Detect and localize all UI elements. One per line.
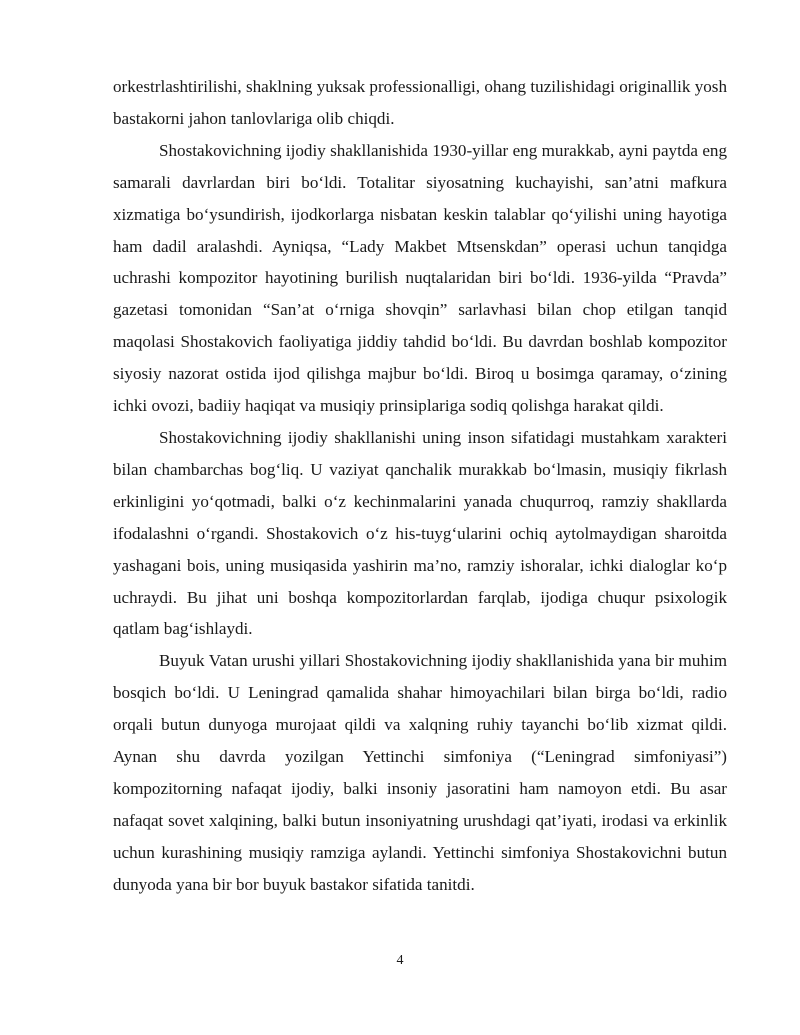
paragraph-continuation: orkestrlashtirilishi, shaklning yuksak professionalligi, ohang tuzilishidagi originallik yosh bastakorni jahon tanlovlariga olib chiqdi. [113,77,727,128]
paragraph-character: Shostakovichning ijodiy shakllanishi uning inson sifatidagi mustahkam xarakteri bilan chambarchas bog‘liq. U vaziyat qanchalik murakkab bo‘lmasin, musiqiy fikrlash erkinligini yo‘qotmadi, balki o‘z kechinmalarini yanada chuqurroq, ramziy shakllarda ifodalashni o‘rgandi. Shostakovich o‘z his-tuyg‘ularini ochiq aytolmaydigan sharoitda yashagani bois, uning musiqasida yashirin ma’no, ramziy ishoralar, ichki dialoglar ko‘p uchraydi. Bu jihat uni boshqa kompozitorlardan farqlab, ijodiga chuqur psixologik qatlam bag‘ishlaydi. [113,427,727,639]
body-text [113,71,727,901]
paragraph-war-years: Buyuk Vatan urushi yillari Shostakovichning ijodiy shakllanishida yana bir muhim bosqich bo‘ldi. U Leningrad qamalida shahar himoyachilari bilan birga bo‘ldi, radio orqali butun dunyoga murojaat qildi va xalqning ruhiy tayanchi bo‘lib xizmat qildi. Aynan shu davrda yozilgan Yettinchi simfoniya (“Leningrad simfoniyasi”) kompozitorning nafaqat ijodiy, balki insoniy jasoratini ham namoyon etdi. Bu asar nafaqat sovet xalqining, balki butun insoniyatning urushdagi qat’iyati, irodasi va erkinlik uchun kurashining musiqiy ramziga aylandi. Yettinchi simfoniya Shostakovichni butun dunyoda yana bir bor buyuk bastakor sifatida tanitdi. [113,651,727,894]
paragraph-1930s: Shostakovichning ijodiy shakllanishida 1930-yillar eng murakkab, ayni paytda eng samarali davrlardan biri bo‘ldi. Totalitar siyosatning kuchayishi, san’atni mafkura xizmatiga bo‘ysundirish, ijodkorlarga nisbatan keskin talablar qo‘yilishi uning hayotiga ham dadil aralashdi. Ayniqsa, “Lady Makbet Mtsenskdan” operasi uchun tanqidga uchrashi kompozitor hayotining burilish nuqtalaridan biri bo‘ldi. 1936-yilda “Pravda” gazetasi tomonidan “San’at o‘rniga shovqin” sarlavhasi bilan chop etilgan tanqid maqolasi Shostakovich faoliyatiga jiddiy tahdid bo‘ldi. Bu davrdan boshlab kompozitor siyosiy nazorat ostida ijod qilishga majbur bo‘ldi. Biroq u bosimga qaramay, o‘zining ichki ovozi, badiiy haqiqat va musiqiy prinsiplariga sodiq qolishga harakat qildi. [113,140,727,416]
page-number: 4 [396,953,404,968]
